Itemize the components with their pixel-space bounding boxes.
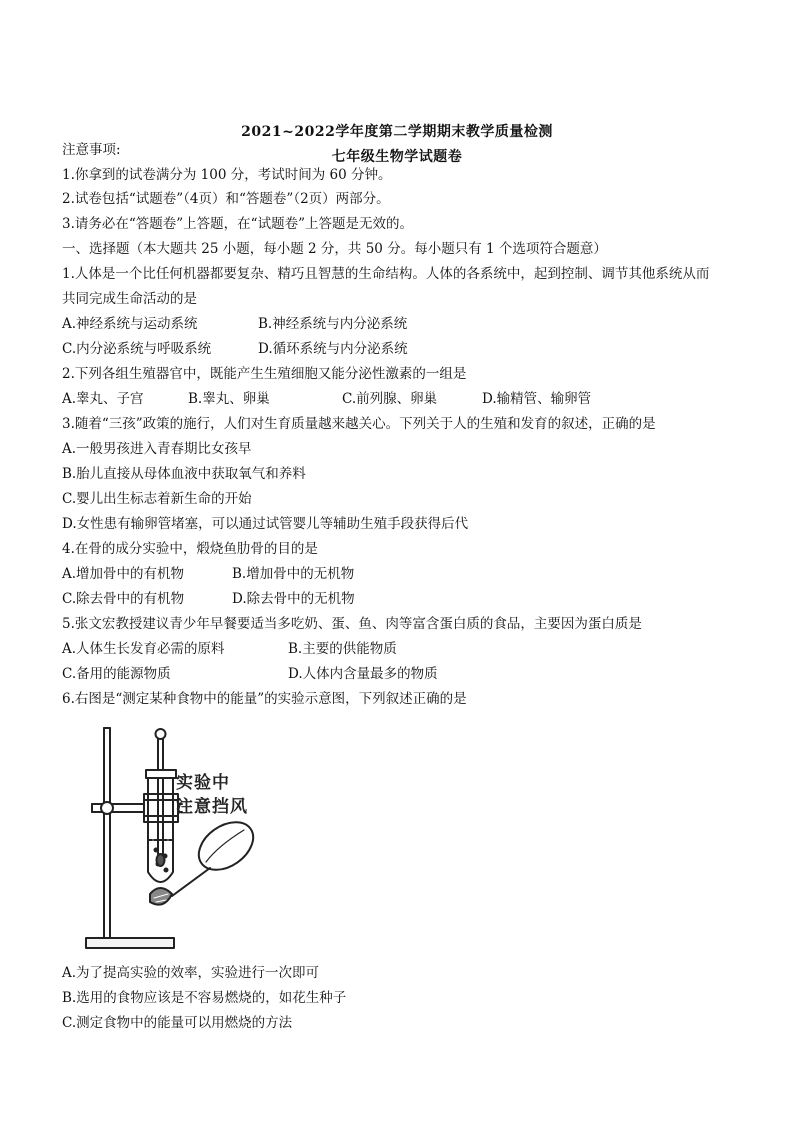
- q6-option-b: B.选用的食物应该是不容易燃烧的，如花生种子: [62, 990, 347, 1006]
- q1-option-a: A.神经系统与运动系统: [62, 316, 198, 332]
- exam-subtitle: 七年级生物学试题卷: [331, 149, 463, 165]
- q5-option-c: C.备用的能源物质: [62, 666, 171, 682]
- q1-option-d: D.循环系统与内分泌系统: [258, 341, 408, 357]
- q1-stem-line1: 1.人体是一个比任何机器都要复杂、精巧且智慧的生命结构。人体的各系统中，起到控制、调节其他系统从而: [62, 266, 710, 282]
- figure-label-line2: 注意挡风: [176, 797, 248, 817]
- food-energy-experiment-figure: [78, 722, 298, 958]
- section-heading: 一、选择题（本大题共 25 小题，每小题 2 分，共 50 分。每小题只有 1 个选项符合题意）: [62, 241, 607, 257]
- q4-option-b: B.增加骨中的无机物: [232, 566, 355, 582]
- q4-option-c: C.除去骨中的有机物: [62, 591, 185, 607]
- q1-option-c: C.内分泌系统与呼吸系统: [62, 341, 212, 357]
- q4-option-d: D.除去骨中的无机物: [232, 591, 355, 607]
- q4-option-a: A.增加骨中的有机物: [62, 566, 185, 582]
- note-item-2: 2.试卷包括“试题卷”（4页）和“答题卷”（2页）两部分。: [62, 191, 390, 207]
- q5-stem: 5.张文宏教授建议青少年早餐要适当多吃奶、蛋、鱼、肉等富含蛋白质的食品，主要因为蛋白质是: [62, 616, 642, 632]
- q3-option-b: B.胎儿直接从母体血液中获取氧气和养料: [62, 466, 306, 482]
- q3-option-d: D.女性患有输卵管堵塞，可以通过试管婴儿等辅助生殖手段获得后代: [62, 516, 469, 532]
- note-item-1: 1.你拿到的试卷满分为 100 分，考试时间为 60 分钟。: [62, 167, 392, 183]
- q1-stem-line2: 共同完成生命活动的是: [62, 291, 197, 307]
- exam-title: 2021~2022学年度第二学期期末教学质量检测: [241, 124, 553, 140]
- q3-option-c: C.婴儿出生标志着新生命的开始: [62, 491, 252, 507]
- q2-option-c: C.前列腺、卵巢: [342, 391, 438, 407]
- q2-option-a: A.睾丸、子宫: [62, 391, 144, 407]
- q6-option-a: A.为了提高实验的效率，实验进行一次即可: [62, 965, 320, 981]
- q2-option-b: B.睾丸、卵巢: [188, 391, 270, 407]
- q5-option-d: D.人体内含量最多的物质: [288, 666, 438, 682]
- q5-option-b: B.主要的供能物质: [288, 641, 397, 657]
- q2-stem: 2.下列各组生殖器官中，既能产生生殖细胞又能分泌性激素的一组是: [62, 366, 467, 382]
- q1-option-b: B.神经系统与内分泌系统: [258, 316, 408, 332]
- q3-stem: 3.随着“三孩”政策的施行，人们对生育质量越来越关心。下列关于人的生殖和发育的叙述，正确的是: [62, 416, 656, 432]
- note-item-3: 3.请务必在“答题卷”上答题，在“试题卷”上答题是无效的。: [62, 216, 413, 232]
- apparatus-drawing: [78, 722, 298, 958]
- q3-option-a: A.一般男孩进入青春期比女孩早: [62, 441, 252, 457]
- q6-option-c: C.测定食物中的能量可以用燃烧的方法: [62, 1015, 293, 1031]
- q5-option-a: A.人体生长发育必需的原料: [62, 641, 225, 657]
- q4-stem: 4.在骨的成分实验中，煅烧鱼肋骨的目的是: [62, 541, 318, 557]
- q6-stem: 6.右图是“测定某种食物中的能量”的实验示意图，下列叙述正确的是: [62, 691, 467, 707]
- q2-option-d: D.输精管、输卵管: [482, 391, 592, 407]
- notes-heading: 注意事项:: [62, 142, 121, 158]
- figure-label-line1: 实验中: [176, 773, 230, 793]
